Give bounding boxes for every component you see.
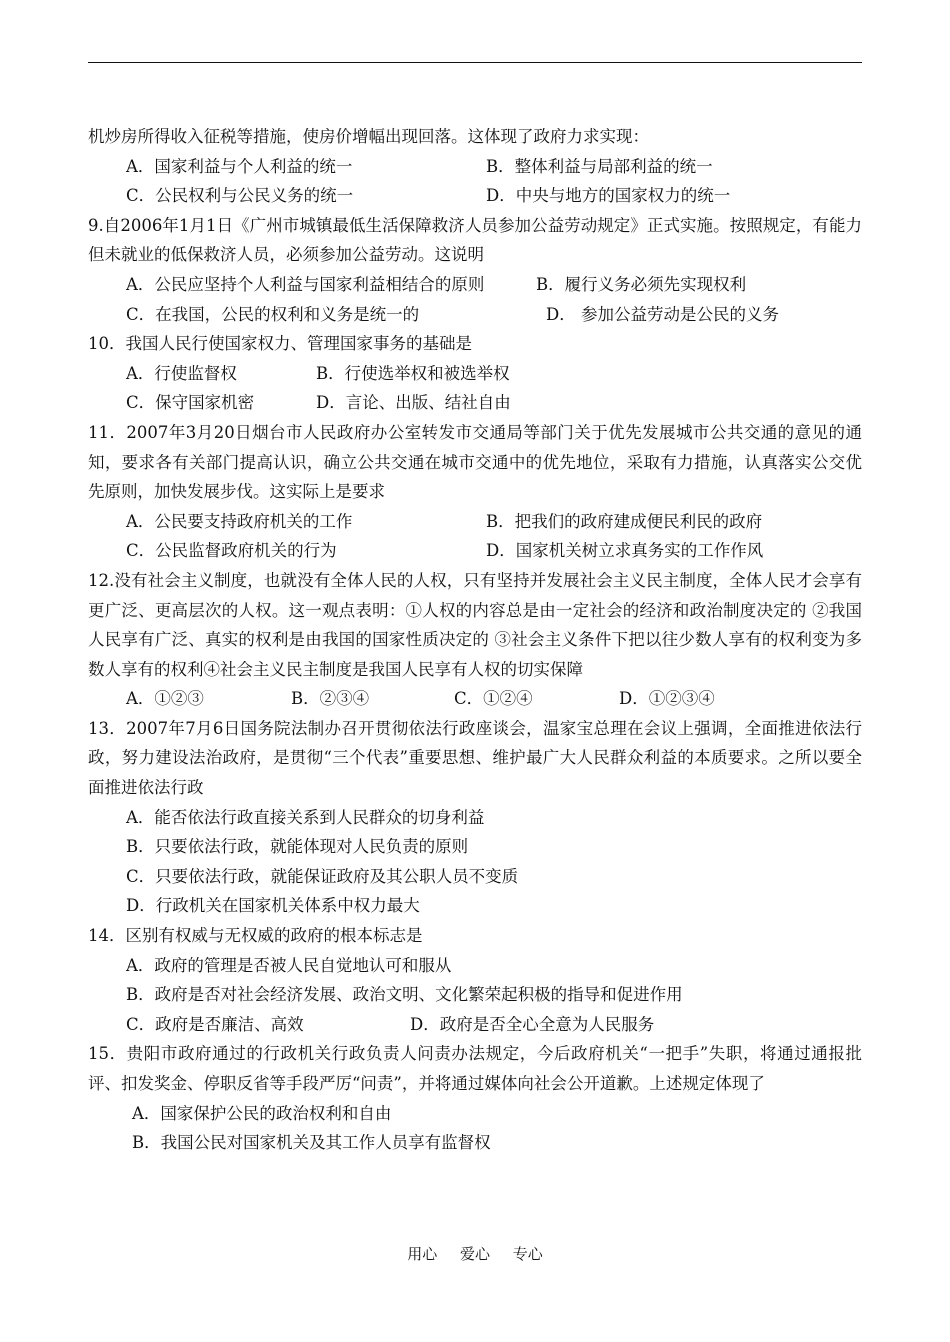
- q12-option-b: B．②③④: [291, 689, 370, 709]
- q9-option-b: B．履行义务必须先实现权利: [536, 274, 747, 294]
- q13-stem: 13．2007年7月6日国务院法制办召开贯彻依法行政座谈会，温家宝总理在会议上强调，全面推进依法行政，努力建设法治政府，是贯彻“三个代表”重要思想、维护最广大人民群众利益的本质要求。之所以要全面推进依法行政: [88, 718, 862, 798]
- q12-options-row: [88, 684, 862, 714]
- q8-option-c: C．公民权利与公民义务的统一: [126, 186, 354, 206]
- q12-option-c: C．①②④: [454, 689, 533, 709]
- q8-options-row-2: [88, 181, 862, 211]
- q8-option-d: D．中央与地方的国家权力的统一: [486, 186, 731, 206]
- q9-option-a: A．公民应坚持个人利益与国家利益相结合的原则: [126, 274, 485, 294]
- q15-option-b: B．我国公民对国家机关及其工作人员享有监督权: [132, 1133, 491, 1153]
- q9-options-row-2: [88, 300, 862, 330]
- q10-option-b: B．行使选举权和被选举权: [316, 363, 510, 383]
- q10-options-row-2: [88, 388, 862, 418]
- q14-option-d: D．政府是否全心全意为人民服务: [410, 1014, 655, 1034]
- q11-option-d: D．国家机关树立求真务实的工作作风: [486, 541, 764, 561]
- q11-stem: 11．2007年3月20日烟台市人民政府办公室转发市交通局等部门关于优先发展城市公共交通的意见的通知，要求各有关部门提高认识，确立公共交通在城市交通中的优先地位，采取有力措施，认真落实公交优先原则，加快发展步伐。这实际上是要求: [88, 422, 862, 502]
- q15-option-a: A．国家保护公民的政治权利和自由: [132, 1103, 392, 1123]
- q12-option-a: A．①②③: [126, 689, 204, 709]
- q11-option-c: C．公民监督政府机关的行为: [126, 541, 337, 561]
- q13-option-d: D．行政机关在国家机关体系中权力最大: [126, 896, 420, 916]
- q9-stem: 9.自2006年1月1日《广州市城镇最低生活保障救济人员参加公益劳动规定》正式实施。按照规定，有能力但未就业的低保救济人员，必须参加公益劳动。这说明: [88, 215, 862, 265]
- q11-options-row-1: [88, 507, 862, 537]
- page-footer: [0, 1243, 950, 1264]
- q9-options-row-1: [88, 270, 862, 300]
- q13-option-a: A．能否依法行政直接关系到人民群众的切身利益: [126, 807, 485, 827]
- q9-option-d: D． 参加公益劳动是公民的义务: [546, 304, 779, 324]
- q8-option-b: B．整体利益与局部利益的统一: [486, 156, 713, 176]
- q10-options-row-1: [88, 359, 862, 389]
- q14-option-a: A．政府的管理是否被人民自觉地认可和服从: [126, 955, 452, 975]
- q8-option-a: A．国家利益与个人利益的统一: [126, 156, 353, 176]
- q14-options-row: [88, 1010, 862, 1040]
- footer-word-2: 爱心: [459, 1245, 490, 1263]
- q8-options-row-1: [88, 152, 862, 182]
- q15-stem: 15．贵阳市政府通过的行政机关行政负责人问责办法规定，今后政府机关“一把手”失职，将通过通报批评、扣发奖金、停职反省等手段严厉“问责”，并将通过媒体向社会公开道歉。上述规定体现了: [88, 1044, 862, 1093]
- q11-option-a: A．公民要支持政府机关的工作: [126, 511, 353, 531]
- header-rule: [88, 62, 862, 63]
- q12-option-d: D．①②③④: [619, 689, 715, 709]
- q11-options-row-2: [88, 536, 862, 566]
- q11-option-b: B．把我们的政府建成便民利民的政府: [486, 511, 763, 531]
- q13-option-b: B．只要依法行政，就能体现对人民负责的原则: [126, 837, 469, 857]
- footer-word-3: 专心: [512, 1245, 543, 1263]
- q14-option-c: C．政府是否廉洁、高效: [126, 1014, 304, 1034]
- q10-option-c: C．保守国家机密: [126, 393, 255, 413]
- q13-option-c: C．只要依法行政，就能保证政府及其公职人员不变质: [126, 866, 519, 886]
- q10-option-d: D．言论、出版、结社自由: [316, 393, 511, 413]
- exam-page: [88, 122, 862, 1158]
- q8-stem-tail: 机炒房所得收入征税等措施，使房价增幅出现回落。这体现了政府力求实现：: [88, 127, 649, 146]
- q12-stem: 12.没有社会主义制度，也就没有全体人民的人权，只有坚持并发展社会主义民主制度，全体人民才会享有更广泛、更高层次的人权。这一观点表明：①人权的内容总是由一定社会的经济和政治制度决定的 ②我国人民享有广泛、真实的权利是由我国的国家性质决定的 ③社会主义条件下把以往少数人享有的权利变为多数人享有的权利④社会主义民主制度是我国人民享有人权的切实保障: [88, 570, 862, 679]
- q10-option-a: A．行使监督权: [126, 363, 237, 383]
- q10-stem: 10．我国人民行使国家权力、管理国家事务的基础是: [88, 334, 472, 354]
- q14-option-b: B．政府是否对社会经济发展、政治文明、文化繁荣起积极的指导和促进作用: [126, 985, 683, 1005]
- q9-option-c: C．在我国，公民的权利和义务是统一的: [126, 304, 420, 324]
- footer-word-1: 用心: [407, 1245, 438, 1263]
- q14-stem: 14．区别有权威与无权威的政府的根本标志是: [88, 926, 423, 946]
